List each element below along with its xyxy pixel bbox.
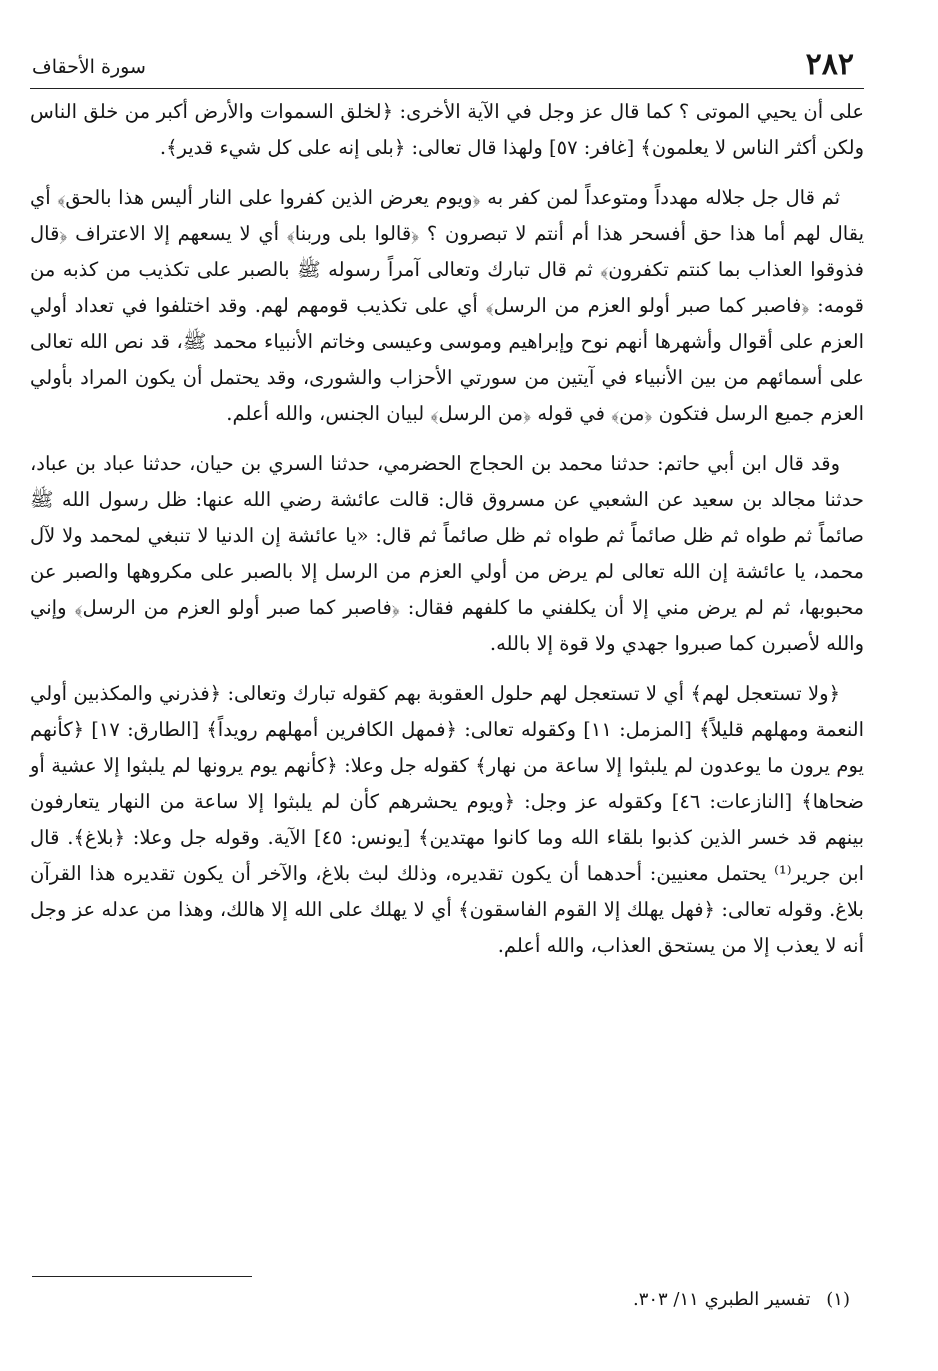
- book-page: [30, 40, 864, 1340]
- paragraph-1: على أن يحيي الموتى ؟ كما قال عز وجل في الآية الأخرى: ﴿لخلق السموات والأرض أكبر من خلق الناس ولكن أكثر الناس لا يعلمون﴾ [غافر: ٥٧] ولهذا قال تعالى: ﴿بلى إنه على كل شيء قدير﴾.: [30, 100, 864, 159]
- footnote-text: تفسير الطبري ١١/ ٣٠٣.: [632, 1289, 811, 1310]
- page-number: ٢٨٢: [805, 47, 854, 82]
- page-header: [30, 40, 864, 89]
- paragraph-4: ﴿ولا تستعجل لهم﴾ أي لا تستعجل لهم حلول العقوبة بهم كقوله تبارك وتعالى: ﴿فذرني والمكذبين أولي النعمة ومهلهم قليلاً﴾ [المزمل: ١١] وكقوله تعالى: ﴿فمهل الكافرين أمهلهم رويداً﴾ [الطارق: ١٧] ﴿كأنهم يوم يرون ما يوعدون لم يلبثوا إلا ساعة من نهار﴾ كقوله جل وعلا: ﴿كأنهم يوم يرونها لم يلبثوا إلا عشية أو ضحاها﴾ [النازعات: ٤٦] وكقوله عز وجل: ﴿ويوم يحشرهم كأن لم يلبثوا إلا ساعة من النهار يتعارفون بينهم قد خسر الذين كذبوا بلقاء الله وما كانوا مهتدين﴾ [يونس: ٤٥] الآية. وقوله جل وعلا: ﴿بلاغ﴾. قال ابن جرير⁽¹⁾ يحتمل معنيين: أحدهما أن يكون تقديره، وذلك لبث بلاغ، والآخر أن يكون تقديره هذا القرآن بلاغ. وقوله تعالى: ﴿فهل يهلك إلا القوم الفاسقون﴾ أي لا يهلك على الله إلا هالك، وهذا من عدله عز وجل أنه لا يعذب إلا من يستحق العذاب، والله أعلم.: [30, 682, 864, 957]
- paragraph-3: وقد قال ابن أبي حاتم: حدثنا محمد بن الحجاج الحضرمي، حدثنا السري بن حيان، حدثنا عباد بن عباد، حدثنا مجالد بن سعيد عن الشعبي عن مسروق قال: قالت عائشة رضي الله عنها: ظل رسول الله ﷺ صائماً ثم طواه ثم ظل صائماً ثم طواه ثم ظل صائماً ثم قال: «يا عائشة إن الدنيا لا تنبغي لمحمد ولا لآل محمد، يا عائشة إن الله تعالى لم يرض من أولي العزم من الرسل إلا بالصبر على مكروهها والصبر عن محبوبها، ثم لم يرض مني إلا أن يكلفني ما كلفهم فقال: ﴿فاصبر كما صبر أولو العزم من الرسل﴾ وإني والله لأصبرن كما صبروا جهدي ولا قوة إلا بالله.: [30, 452, 864, 655]
- footnote-number: (١): [826, 1289, 850, 1310]
- paragraph-2: ثم قال جل جلاله مهدداً ومتوعداً لمن كفر به ﴿ويوم يعرض الذين كفروا على النار أليس هذا بالحق﴾ أي يقال لهم أما هذا حق أفسحر هذا أم أنتم لا تبصرون ؟ ﴿قالوا بلى وربنا﴾ أي لا يسعهم إلا الاعتراف ﴿قال فذوقوا العذاب بما كنتم تكفرون﴾ ثم قال تبارك وتعالى آمراً رسوله ﷺ بالصبر على تكذيب من كذبه من قومه: ﴿فاصبر كما صبر أولو العزم من الرسل﴾ أي على تكذيب قومهم لهم. وقد اختلفوا في تعداد أولي العزم على أقوال وأشهرها أنهم نوح وإبراهيم وموسى وعيسى وخاتم الأنبياء محمد ﷺ، قد نص الله تعالى على أسمائهم من بين الأنبياء في آيتين من سورتي الأحزاب والشورى، وقد يحتمل أن يكون المراد بأولي العزم جميع الرسل فتكون ﴿من﴾ في قوله ﴿من الرسل﴾ لبيان الجنس، والله أعلم.: [30, 186, 864, 425]
- surah-name: سورة الأحقاف: [32, 56, 146, 78]
- footnote-divider: [32, 1276, 252, 1277]
- footnote: [633, 1286, 850, 1314]
- page-body: [30, 94, 864, 978]
